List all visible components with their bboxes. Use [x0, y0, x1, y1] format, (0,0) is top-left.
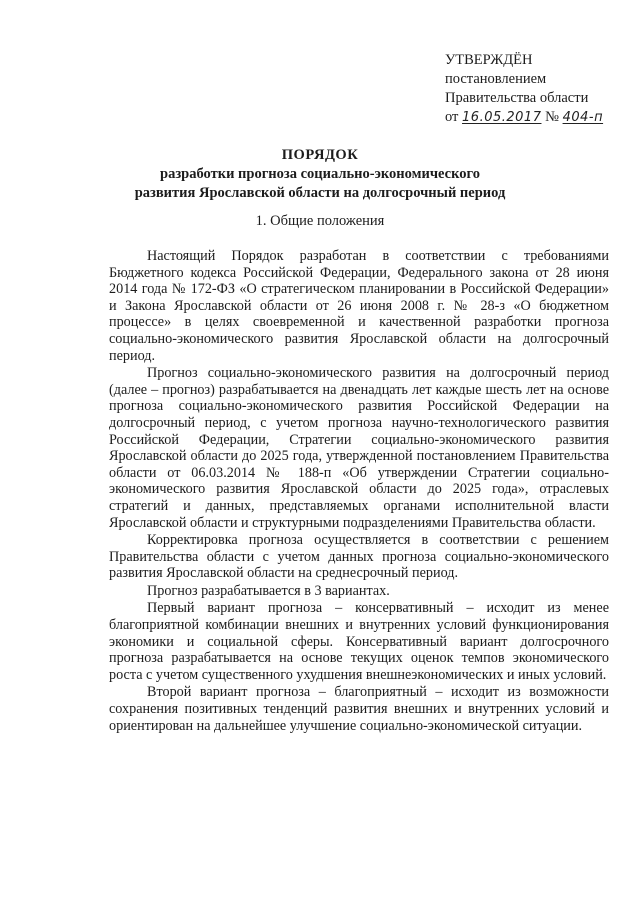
paragraph-4: Прогноз разрабатывается в 3 вариантах.: [147, 582, 390, 599]
paragraph-6: Второй вариант прогноза – благоприятный – исходит из возможности сохранения позитивных тенденций развития внешних и внутренних условий и ориентирован на дальнейшее улучшение социально-экономической ситуации.: [109, 684, 609, 734]
approval-stamp: [445, 51, 635, 127]
approval-heading: УТВЕРЖДЁН: [445, 52, 533, 68]
approval-date-row: [445, 108, 635, 127]
approval-date-prefix: от: [445, 109, 459, 125]
approval-number: 404-п: [562, 110, 604, 125]
paragraph-3: Корректировка прогноза осуществляется в соответствии с решением Правительства области с учетом данных прогноза социально-экономического развития Ярославской области на среднесрочный период.: [109, 532, 609, 582]
document-title: ПОРЯДОК: [281, 147, 359, 163]
paragraph-2: Прогноз социально-экономического развития на долгосрочный период (далее – прогноз) разрабатывается на двенадцать лет каждые шесть лет на основе прогноза социально-экономического развития Российской Федерации на долгосрочный период, с учетом прогноза научно-технологического развития Российской Федерации, Стратегии социально-экономического развития Ярославской области до 2025 года, утвержденной постановлением Правительства области от 06.03.2014 № 188-п «Об утверждении Стратегии социально-экономического развития Ярославской области до 2025 года», отраслевых стратегий и данных, представляемых органами исполнительной власти Ярославской области и структурными подразделениями Правительства области.: [109, 365, 609, 531]
approval-line-government: Правительства области: [445, 90, 589, 106]
document-subtitle-line-1: разработки прогноза социально-экономического: [160, 166, 480, 182]
document-body: [109, 248, 609, 734]
paragraph-1: Настоящий Порядок разработан в соответствии с требованиями Бюджетного кодекса Российской Федерации, Федерального закона от 28 июня 2014 года № 172-ФЗ «О стратегическом планировании в Российской Федерации» и Закона Ярославской области от 26 июня 2008 г. № 28-з «О бюджетном процессе» в целях своевременной и качественной разработки прогноза социально-экономического развития Ярославской области на долгосрочный период.: [109, 248, 609, 364]
paragraph-5: Первый вариант прогноза – консервативный – исходит из менее благоприятной комбинации внешних и внутренних условий функционирования экономики и социальной сферы. Консервативный вариант долгосрочного прогноза разрабатывается на основе текущих оценок темпов экономического роста с учетом существенного ухудшения внешнеэкономических и иных условий.: [109, 600, 609, 683]
approval-number-sign: №: [545, 109, 559, 125]
approval-date: 16.05.2017: [462, 110, 542, 125]
section-heading: 1. Общие положения: [255, 213, 385, 229]
approval-line-decree: постановлением: [445, 71, 547, 87]
document-subtitle-line-2: развития Ярославской области на долгосрочный период: [134, 185, 506, 201]
